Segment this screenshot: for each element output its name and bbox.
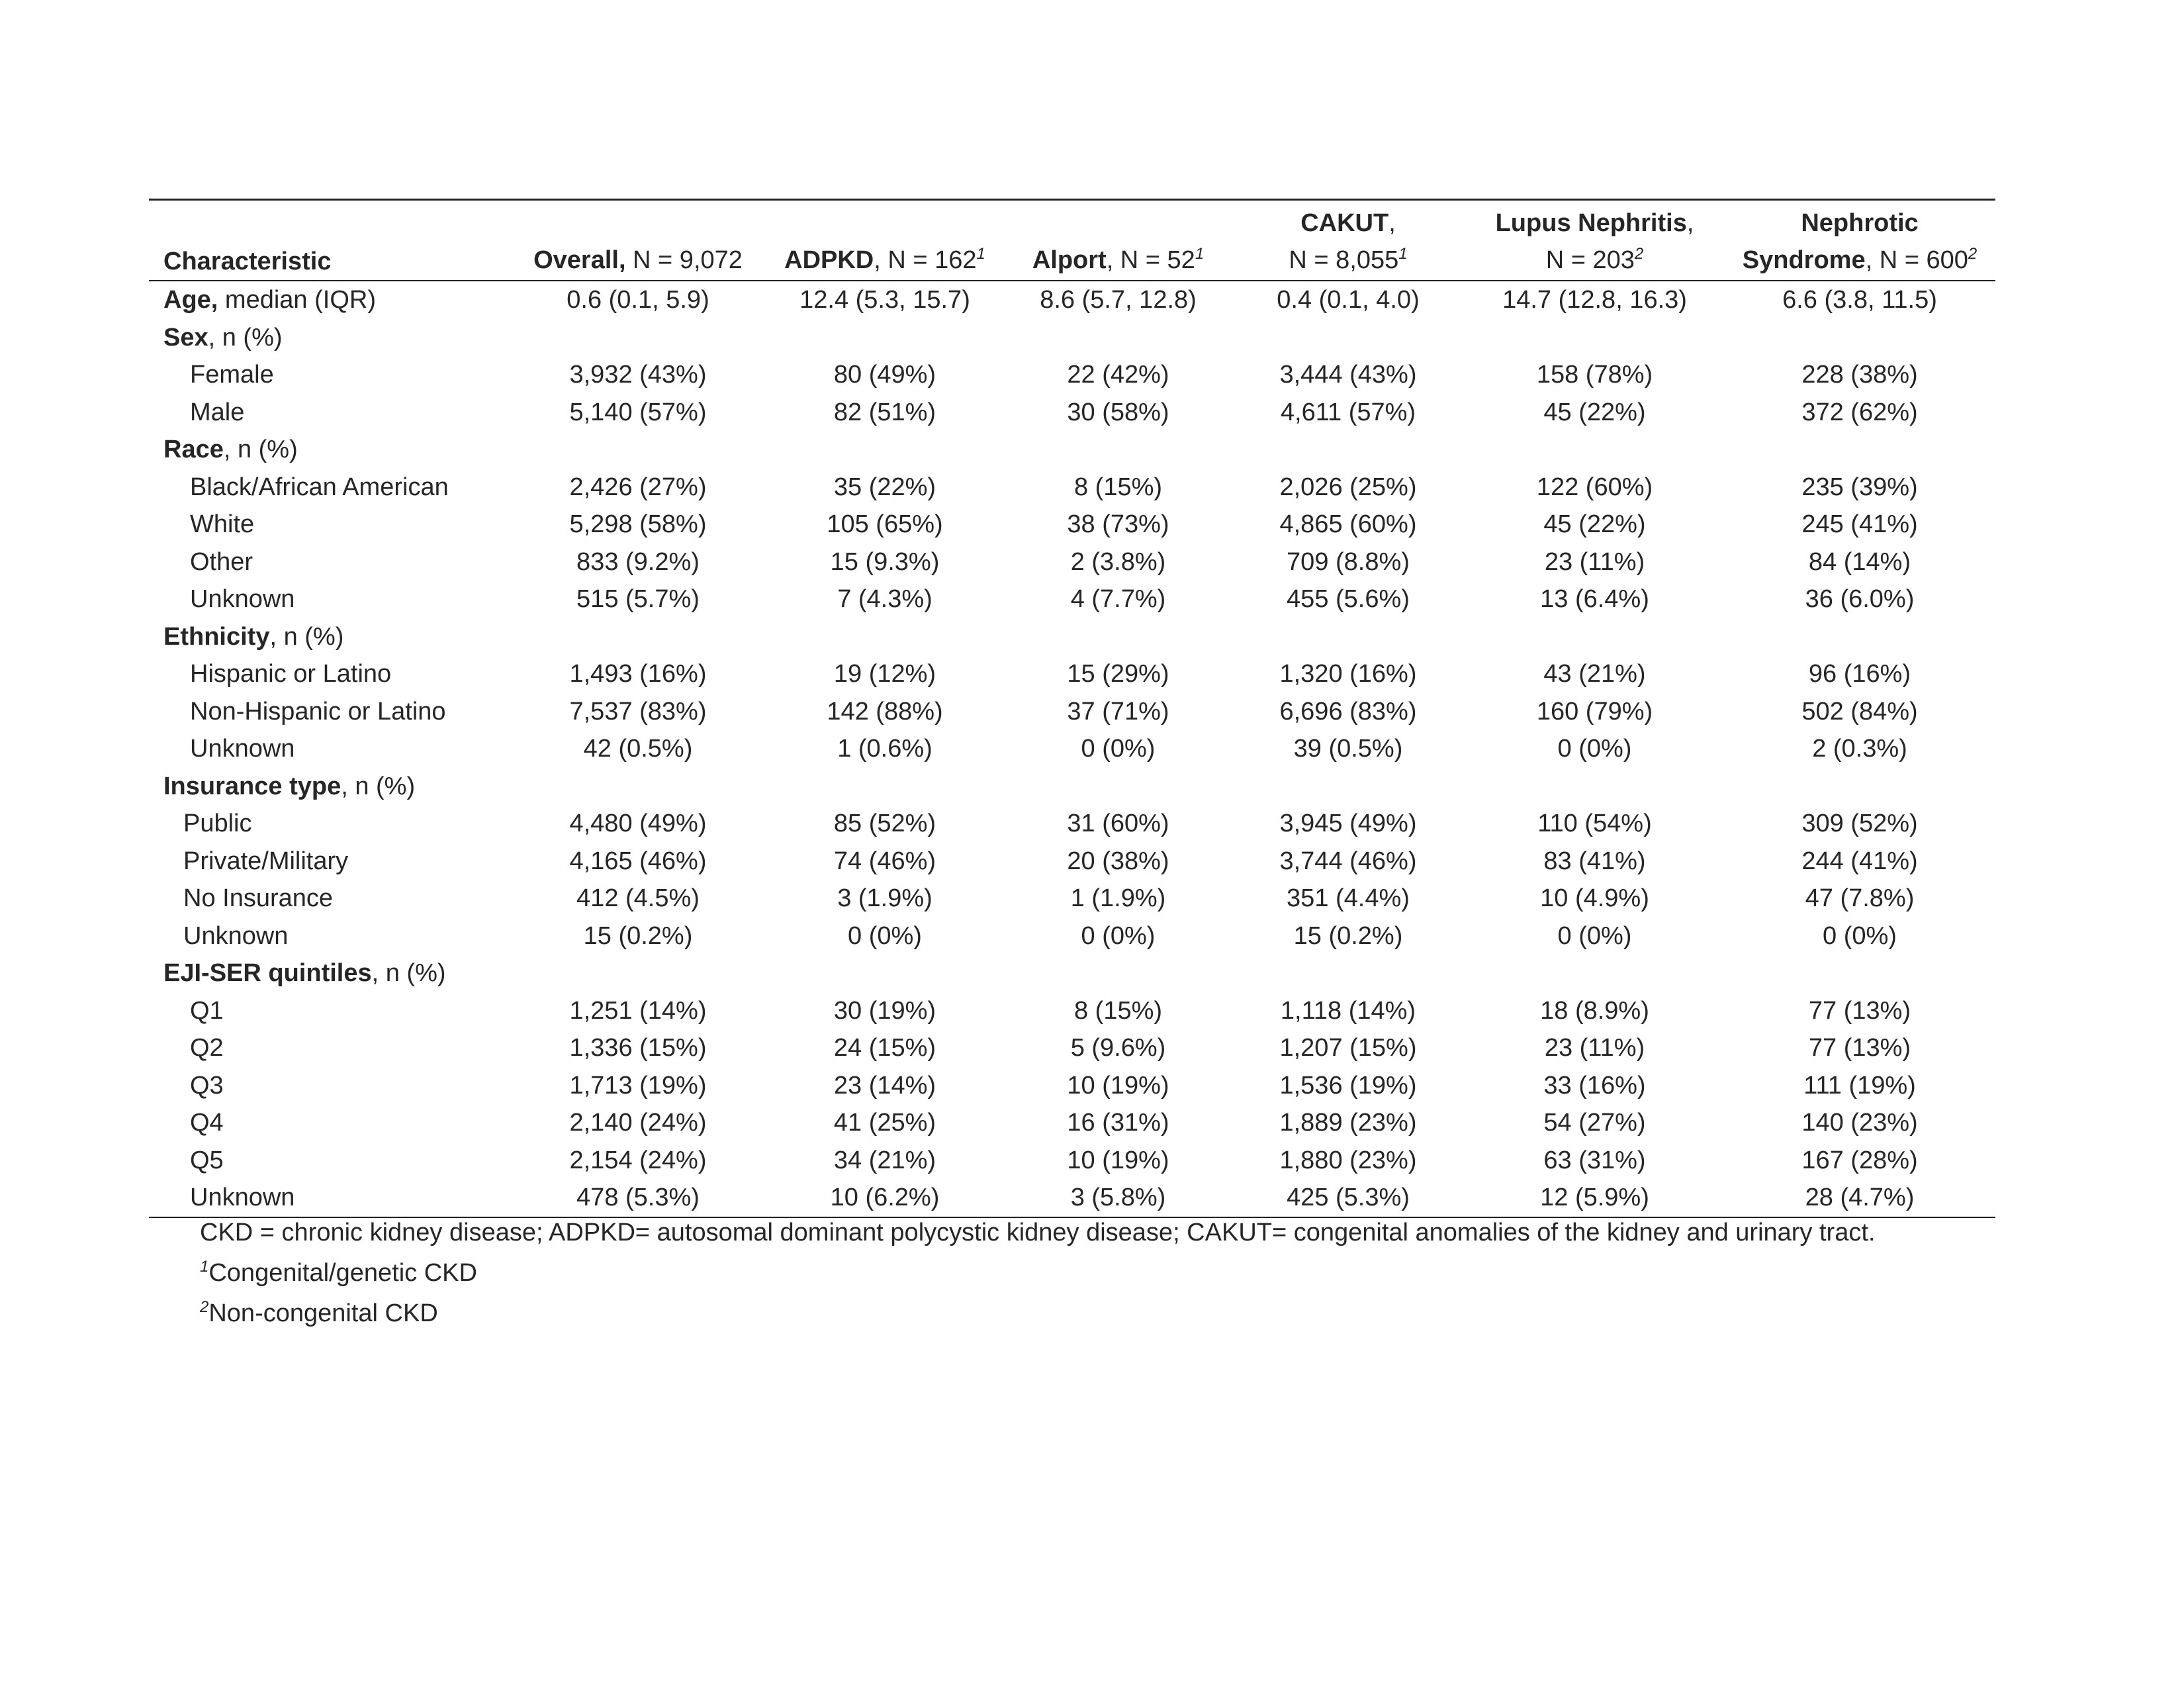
table-cell: 3,744 (46%) (1279, 847, 1417, 875)
table-cell: 0 (0%) (848, 921, 922, 950)
table-cell (1005, 955, 1231, 992)
row-label: Q2 (190, 1034, 224, 1062)
table-row (149, 1179, 1995, 1217)
table-cell: 1,118 (14%) (1280, 996, 1416, 1025)
table-cell: 80 (49%) (833, 361, 936, 389)
table-cell: 35 (22%) (833, 473, 936, 501)
table-cell: 2,154 (24%) (569, 1146, 707, 1174)
row-label: No Insurance (183, 884, 334, 912)
table-cell (1005, 319, 1231, 357)
table-cell: 45 (22%) (1543, 510, 1646, 538)
table-cell (512, 618, 764, 656)
table-cell: 8 (15%) (1073, 473, 1163, 501)
table-cell: 372 (62%) (1801, 398, 1918, 426)
table-cell: 20 (38%) (1067, 847, 1169, 875)
table-cell: 54 (27%) (1543, 1109, 1646, 1137)
row-label: Other (190, 547, 253, 576)
header-cakut: CAKUT, $N = 8,055^1$ (1231, 200, 1465, 281)
table-row (149, 843, 1995, 880)
row-label: Black/African American (190, 473, 449, 501)
table-cell: 10 (4.9%) (1540, 884, 1649, 912)
table-cell: 77 (13%) (1808, 1034, 1911, 1062)
table-cell: 111 (19%) (1803, 1071, 1916, 1100)
row-label: Male (190, 398, 245, 426)
row-label: White (190, 510, 255, 538)
row-label: Insurance type, n (%) (163, 772, 416, 800)
row-label: Sex, n (%) (163, 323, 283, 352)
table-cell: 10 (6.2%) (764, 1179, 1005, 1217)
table-row (149, 1142, 1995, 1180)
table-cell: 1 (1.9%) (1070, 884, 1166, 912)
header-characteristic: Characteristic (149, 200, 512, 281)
table-cell: 12.4 (5.3, 15.7) (799, 286, 970, 314)
table-cell: 85 (52%) (833, 810, 936, 837)
table-cell (1231, 955, 1465, 992)
table-cell (764, 319, 1005, 357)
table-cell: 2,426 (27%) (569, 473, 707, 501)
table-cell (764, 955, 1005, 992)
row-label: Q5 (190, 1146, 224, 1174)
table-cell: 1,251 (14%) (569, 996, 707, 1025)
table-cell: 16 (31%) (1067, 1109, 1169, 1137)
table-cell: 122 (60%) (1536, 473, 1653, 501)
table-cell (1465, 955, 1724, 992)
table-row (149, 281, 1995, 319)
table-cell (1231, 431, 1465, 469)
table-cell: 6,696 (83%) (1279, 697, 1417, 726)
table-cell: 34 (21%) (833, 1146, 936, 1174)
table-header-row (149, 200, 1995, 281)
table-cell: 43 (21%) (1543, 660, 1646, 688)
table-cell: 82 (51%) (833, 398, 936, 426)
table-cell (1465, 319, 1724, 357)
table-cell (764, 431, 1005, 469)
table-cell: 5 (9.6%) (1070, 1034, 1166, 1062)
table-row (149, 917, 1995, 955)
table-cell: 15 (0.2%) (1293, 921, 1403, 950)
table-cell: 3 (1.9%) (837, 884, 933, 912)
table-cell: 12 (5.9%) (1465, 1179, 1724, 1217)
table-cell: 502 (84%) (1801, 697, 1918, 726)
table-cell: 8 (15%) (1073, 996, 1163, 1025)
table-cell: 39 (0.5%) (1293, 735, 1403, 763)
row-label: Female (190, 361, 274, 389)
table-cell (1231, 319, 1465, 357)
table-cell: 351 (4.4%) (1287, 884, 1410, 912)
table-cell: 0.4 (0.1, 4.0) (1277, 286, 1420, 314)
table-cell (1465, 768, 1724, 806)
row-label: Q3 (190, 1071, 224, 1100)
footnote-1: $^1$Congenital/genetic CKD (200, 1258, 477, 1287)
table-cell: 30 (19%) (833, 996, 936, 1025)
table-cell: 77 (13%) (1808, 996, 1911, 1025)
table-cell: 5,298 (58%) (569, 510, 707, 538)
table-cell: 42 (0.5%) (583, 735, 693, 763)
table-cell: 7,537 (83%) (569, 697, 707, 726)
row-label: Race, n (%) (163, 436, 298, 463)
row-label: Public (183, 810, 252, 837)
table-cell: 0 (0%) (1557, 735, 1632, 763)
table-cell (1724, 431, 1995, 469)
table-cell: 3,444 (43%) (1279, 361, 1417, 389)
table-cell (1724, 319, 1995, 357)
table-cell: 74 (46%) (833, 847, 936, 875)
table-row (149, 805, 1995, 843)
table-cell: 30 (58%) (1067, 398, 1169, 426)
table-row (149, 768, 1995, 806)
table-cell: 63 (31%) (1543, 1146, 1646, 1174)
table-row (149, 319, 1995, 357)
abbreviations-note: CKD = chronic kidney disease; ADPKD= autosomal dominant polycystic kidney disease; CAKUT= congenital anomalies of the kidney and urinary tract. (200, 1219, 1876, 1246)
table-cell: 14.7 (12.8, 16.3) (1502, 286, 1687, 314)
table-cell (1724, 618, 1995, 656)
table-row (149, 1029, 1995, 1067)
table-row (149, 955, 1995, 992)
row-label: Unknown (149, 1179, 512, 1217)
table-cell: 160 (79%) (1536, 697, 1653, 726)
table-cell: 142 (88%) (827, 697, 943, 726)
table-row (149, 356, 1995, 394)
table-cell: 2,026 (25%) (1279, 473, 1417, 501)
table-cell: 96 (16%) (1808, 660, 1911, 688)
table-row (149, 469, 1995, 506)
table-cell: 38 (73%) (1067, 510, 1169, 538)
table-cell: 7 (4.3%) (837, 585, 933, 613)
table-cell: 23 (14%) (833, 1071, 936, 1100)
table-cell: 0 (0%) (1557, 921, 1632, 950)
table-notes (200, 1213, 2000, 1334)
row-label: Ethnicity, n (%) (163, 622, 344, 651)
row-label: Unknown (190, 585, 295, 613)
table-cell (512, 955, 764, 992)
table-cell: 709 (8.8%) (1287, 547, 1410, 576)
table-cell (512, 768, 764, 806)
table-cell: 158 (78%) (1536, 361, 1653, 389)
table-cell: 235 (39%) (1801, 473, 1918, 501)
table-cell: 2,140 (24%) (569, 1109, 707, 1137)
table-cell: 5,140 (57%) (569, 398, 707, 426)
table-cell (1231, 768, 1465, 806)
table-cell: 37 (71%) (1067, 697, 1169, 726)
table-cell: 245 (41%) (1801, 510, 1918, 538)
row-label: Non-Hispanic or Latino (190, 697, 446, 726)
table-row (149, 880, 1995, 917)
table-cell: 23 (11%) (1544, 547, 1645, 576)
header-adpkd: ADPKD, $N = 162^1$ (764, 200, 1005, 281)
table-cell: 412 (4.5%) (576, 884, 700, 912)
table-cell: 83 (41%) (1543, 847, 1646, 875)
table-cell: 3,945 (49%) (1279, 810, 1417, 837)
table-cell (512, 319, 764, 357)
table-row (149, 693, 1995, 731)
table-cell: 33 (16%) (1543, 1071, 1646, 1100)
table-cell: 47 (7.8%) (1805, 884, 1915, 912)
table-cell: 478 (5.3%) (512, 1179, 764, 1217)
table-cell (764, 618, 1005, 656)
table-cell: 1,207 (15%) (1279, 1034, 1417, 1062)
table-cell: 31 (60%) (1067, 810, 1169, 837)
table-cell (764, 768, 1005, 806)
row-label: EJI-SER quintiles, n (%) (163, 959, 446, 987)
row-label: Q1 (190, 996, 224, 1025)
table-row (149, 581, 1995, 618)
table-cell: 3,932 (43%) (569, 361, 707, 389)
table-cell: 1,493 (16%) (569, 660, 707, 688)
table-cell: 6.6 (3.8, 11.5) (1782, 286, 1937, 314)
table-cell: 105 (65%) (827, 510, 943, 538)
table-cell: 4,611 (57%) (1280, 398, 1416, 426)
table-cell (1005, 618, 1231, 656)
table-body (149, 281, 1995, 1217)
table-row (149, 1067, 1995, 1105)
table-cell: 10 (19%) (1067, 1146, 1169, 1174)
table-cell: 1,889 (23%) (1279, 1109, 1417, 1137)
table-cell: 2 (3.8%) (1070, 547, 1166, 576)
table-cell: 15 (0.2%) (583, 921, 693, 950)
table-cell: 0 (0%) (1823, 921, 1897, 950)
table-cell: 167 (28%) (1801, 1146, 1918, 1174)
table-cell: 455 (5.6%) (1287, 585, 1410, 613)
table-cell: 2 (0.3%) (1812, 735, 1907, 763)
table-cell: 24 (15%) (833, 1034, 936, 1062)
table-cell: 36 (6.0%) (1805, 585, 1915, 613)
table-cell (1724, 955, 1995, 992)
table-cell: 4,165 (46%) (569, 847, 707, 875)
table-cell: 140 (23%) (1801, 1109, 1918, 1137)
table-cell (1465, 431, 1724, 469)
table-cell: 23 (11%) (1544, 1034, 1645, 1062)
row-label: Age, median (IQR) (163, 286, 376, 314)
table-cell: 4,480 (49%) (569, 810, 707, 837)
table-cell: 18 (8.9%) (1540, 996, 1649, 1025)
table-cell (1465, 618, 1724, 656)
table-cell: 1,320 (16%) (1279, 660, 1417, 688)
table-row (149, 618, 1995, 656)
header-overall: Overall, N = 9,072 (512, 200, 764, 281)
table-cell: 4 (7.7%) (1070, 585, 1166, 613)
table-cell: 110 (54%) (1537, 810, 1652, 837)
table-row (149, 506, 1995, 543)
table-row (149, 431, 1995, 469)
table-cell: 28 (4.7%) (1724, 1179, 1995, 1217)
table-cell: 8.6 (5.7, 12.8) (1040, 286, 1197, 314)
table-cell (1724, 768, 1995, 806)
table-row (149, 730, 1995, 768)
table-cell: 1,713 (19%) (569, 1071, 707, 1100)
table-cell: 0 (0%) (1081, 735, 1156, 763)
table-row (149, 543, 1995, 581)
table-cell (1005, 768, 1231, 806)
characteristics-table (149, 199, 1995, 1218)
table-cell: 19 (12%) (833, 660, 936, 688)
table-cell: 13 (6.4%) (1540, 585, 1649, 613)
table-cell: 244 (41%) (1801, 847, 1918, 875)
table-row (149, 1104, 1995, 1142)
table-cell: 309 (52%) (1801, 810, 1918, 837)
table-cell: 833 (9.2%) (576, 547, 700, 576)
header-alport: Alport, $N = 52^1$ (1005, 200, 1231, 281)
row-label: Hispanic or Latino (190, 660, 392, 688)
table-cell: 425 (5.3%) (1231, 1179, 1465, 1217)
row-label: Private/Military (183, 847, 349, 875)
table-cell: 3 (5.8%) (1005, 1179, 1231, 1217)
table-cell: 22 (42%) (1067, 361, 1169, 389)
table-cell: 10 (19%) (1067, 1071, 1169, 1100)
table-cell: 15 (29%) (1067, 660, 1169, 688)
table-row (149, 655, 1995, 693)
row-label: Unknown (190, 735, 295, 763)
table-cell: 0.6 (0.1, 5.9) (567, 286, 709, 314)
table-cell: 84 (14%) (1808, 547, 1911, 576)
table-cell: 41 (25%) (833, 1109, 936, 1137)
table-cell: 1,536 (19%) (1279, 1071, 1417, 1100)
table-cell: 515 (5.7%) (576, 585, 700, 613)
table-cell: 15 (9.3%) (830, 547, 940, 576)
table-cell (1231, 618, 1465, 656)
row-label: Q4 (190, 1109, 224, 1137)
table-cell: 0 (0%) (1081, 921, 1156, 950)
table-cell: 1 (0.6%) (837, 735, 933, 763)
footnote-2: $^2$Non-congenital CKD (200, 1298, 438, 1327)
header-nephrotic-syndrome: Nephrotic Syndrome, $N = 600^2$ (1724, 200, 1995, 281)
table-row (149, 992, 1995, 1030)
table-cell (1005, 431, 1231, 469)
table-cell (512, 431, 764, 469)
table-cell: 1,880 (23%) (1279, 1146, 1417, 1174)
table-cell: 45 (22%) (1543, 398, 1646, 426)
table-cell: 4,865 (60%) (1279, 510, 1417, 538)
table-cell: 1,336 (15%) (569, 1034, 707, 1062)
table-cell: 228 (38%) (1801, 361, 1918, 389)
header-lupus-nephritis: Lupus Nephritis, $N = 203^2$ (1465, 200, 1724, 281)
table-row (149, 394, 1995, 432)
row-label: Unknown (183, 921, 289, 950)
